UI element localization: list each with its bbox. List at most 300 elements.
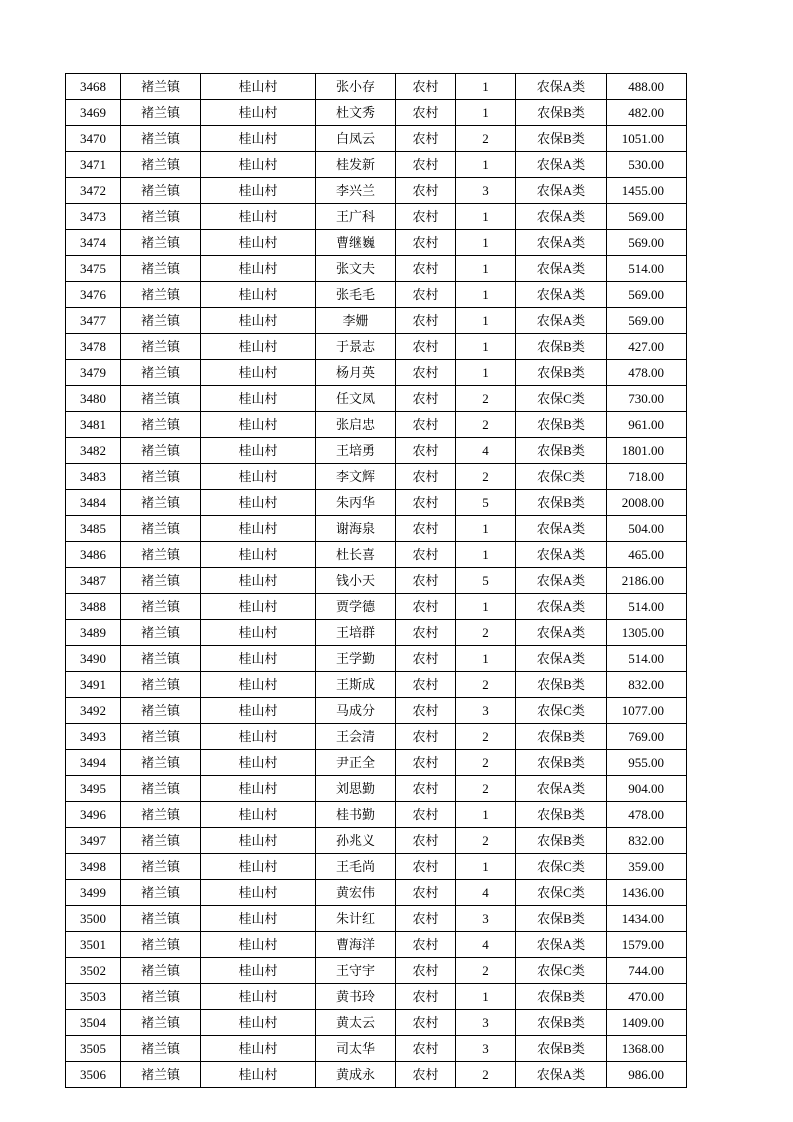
cell-person-name: 杨月英: [316, 360, 396, 386]
cell-town: 褚兰镇: [121, 750, 201, 776]
cell-amount: 569.00: [607, 308, 687, 334]
cell-serial-number: 3472: [66, 178, 121, 204]
cell-town: 褚兰镇: [121, 568, 201, 594]
cell-household-type: 农村: [396, 698, 456, 724]
cell-village: 桂山村: [201, 906, 316, 932]
cell-household-type: 农村: [396, 516, 456, 542]
cell-serial-number: 3471: [66, 152, 121, 178]
table-row: [66, 672, 687, 698]
cell-person-name: 王培勇: [316, 438, 396, 464]
cell-serial-number: 3482: [66, 438, 121, 464]
cell-serial-number: 3506: [66, 1062, 121, 1088]
cell-person-name: 朱丙华: [316, 490, 396, 516]
cell-household-type: 农村: [396, 854, 456, 880]
cell-village: 桂山村: [201, 100, 316, 126]
cell-serial-number: 3476: [66, 282, 121, 308]
table-row: [66, 594, 687, 620]
cell-person-name: 曹海洋: [316, 932, 396, 958]
cell-person-count: 2: [456, 672, 516, 698]
cell-person-count: 3: [456, 698, 516, 724]
cell-town: 褚兰镇: [121, 1036, 201, 1062]
cell-person-count: 1: [456, 282, 516, 308]
cell-village: 桂山村: [201, 386, 316, 412]
cell-person-name: 李文辉: [316, 464, 396, 490]
cell-household-type: 农村: [396, 178, 456, 204]
cell-person-name: 马成分: [316, 698, 396, 724]
table-row: [66, 126, 687, 152]
cell-serial-number: 3468: [66, 74, 121, 100]
cell-person-name: 杜文秀: [316, 100, 396, 126]
table-row: [66, 74, 687, 100]
cell-insurance-category: 农保A类: [516, 620, 607, 646]
cell-household-type: 农村: [396, 672, 456, 698]
cell-insurance-category: 农保A类: [516, 1062, 607, 1088]
cell-household-type: 农村: [396, 1062, 456, 1088]
table-row: [66, 360, 687, 386]
cell-person-name: 贾学德: [316, 594, 396, 620]
cell-village: 桂山村: [201, 932, 316, 958]
cell-household-type: 农村: [396, 828, 456, 854]
cell-person-name: 白凤云: [316, 126, 396, 152]
cell-serial-number: 3505: [66, 1036, 121, 1062]
cell-insurance-category: 农保C类: [516, 880, 607, 906]
cell-village: 桂山村: [201, 360, 316, 386]
cell-person-count: 1: [456, 152, 516, 178]
cell-person-count: 1: [456, 646, 516, 672]
cell-insurance-category: 农保B类: [516, 1010, 607, 1036]
cell-amount: 514.00: [607, 646, 687, 672]
table-row: [66, 802, 687, 828]
cell-insurance-category: 农保B类: [516, 1036, 607, 1062]
cell-amount: 730.00: [607, 386, 687, 412]
cell-insurance-category: 农保A类: [516, 594, 607, 620]
cell-village: 桂山村: [201, 750, 316, 776]
table-row: [66, 724, 687, 750]
cell-serial-number: 3474: [66, 230, 121, 256]
cell-insurance-category: 农保C类: [516, 464, 607, 490]
cell-person-count: 1: [456, 984, 516, 1010]
cell-town: 褚兰镇: [121, 360, 201, 386]
cell-serial-number: 3479: [66, 360, 121, 386]
cell-amount: 1305.00: [607, 620, 687, 646]
table-row: [66, 256, 687, 282]
table-row: [66, 1036, 687, 1062]
cell-household-type: 农村: [396, 256, 456, 282]
cell-household-type: 农村: [396, 334, 456, 360]
cell-person-name: 王毛尚: [316, 854, 396, 880]
cell-town: 褚兰镇: [121, 516, 201, 542]
table-row: [66, 932, 687, 958]
cell-household-type: 农村: [396, 542, 456, 568]
cell-town: 褚兰镇: [121, 256, 201, 282]
cell-village: 桂山村: [201, 828, 316, 854]
cell-person-name: 桂书勤: [316, 802, 396, 828]
cell-household-type: 农村: [396, 880, 456, 906]
cell-household-type: 农村: [396, 490, 456, 516]
cell-village: 桂山村: [201, 308, 316, 334]
cell-serial-number: 3498: [66, 854, 121, 880]
cell-amount: 482.00: [607, 100, 687, 126]
cell-amount: 465.00: [607, 542, 687, 568]
cell-person-name: 王斯成: [316, 672, 396, 698]
cell-household-type: 农村: [396, 308, 456, 334]
cell-person-name: 黄宏伟: [316, 880, 396, 906]
cell-household-type: 农村: [396, 386, 456, 412]
cell-amount: 769.00: [607, 724, 687, 750]
cell-insurance-category: 农保A类: [516, 282, 607, 308]
table-row: [66, 334, 687, 360]
cell-serial-number: 3475: [66, 256, 121, 282]
cell-person-name: 李姗: [316, 308, 396, 334]
cell-person-count: 4: [456, 438, 516, 464]
cell-serial-number: 3481: [66, 412, 121, 438]
cell-person-count: 1: [456, 542, 516, 568]
cell-person-name: 刘思勤: [316, 776, 396, 802]
cell-serial-number: 3490: [66, 646, 121, 672]
cell-serial-number: 3489: [66, 620, 121, 646]
cell-household-type: 农村: [396, 646, 456, 672]
cell-household-type: 农村: [396, 464, 456, 490]
cell-serial-number: 3492: [66, 698, 121, 724]
cell-insurance-category: 农保B类: [516, 906, 607, 932]
cell-amount: 530.00: [607, 152, 687, 178]
cell-insurance-category: 农保B类: [516, 724, 607, 750]
cell-town: 褚兰镇: [121, 880, 201, 906]
cell-town: 褚兰镇: [121, 308, 201, 334]
cell-town: 褚兰镇: [121, 204, 201, 230]
cell-village: 桂山村: [201, 256, 316, 282]
cell-town: 褚兰镇: [121, 724, 201, 750]
cell-serial-number: 3484: [66, 490, 121, 516]
table-row: [66, 1010, 687, 1036]
cell-village: 桂山村: [201, 568, 316, 594]
cell-amount: 744.00: [607, 958, 687, 984]
cell-insurance-category: 农保B类: [516, 672, 607, 698]
cell-household-type: 农村: [396, 1036, 456, 1062]
cell-town: 褚兰镇: [121, 438, 201, 464]
cell-insurance-category: 农保B类: [516, 126, 607, 152]
cell-insurance-category: 农保B类: [516, 828, 607, 854]
cell-town: 褚兰镇: [121, 802, 201, 828]
cell-household-type: 农村: [396, 958, 456, 984]
cell-person-count: 1: [456, 74, 516, 100]
table-row: [66, 542, 687, 568]
cell-person-count: 2: [456, 750, 516, 776]
cell-village: 桂山村: [201, 1062, 316, 1088]
table-row: [66, 958, 687, 984]
cell-amount: 832.00: [607, 828, 687, 854]
cell-insurance-category: 农保C类: [516, 854, 607, 880]
cell-insurance-category: 农保B类: [516, 490, 607, 516]
cell-serial-number: 3497: [66, 828, 121, 854]
table-row: [66, 906, 687, 932]
cell-amount: 961.00: [607, 412, 687, 438]
cell-town: 褚兰镇: [121, 152, 201, 178]
cell-village: 桂山村: [201, 1010, 316, 1036]
cell-town: 褚兰镇: [121, 1062, 201, 1088]
cell-insurance-category: 农保A类: [516, 308, 607, 334]
cell-amount: 488.00: [607, 74, 687, 100]
cell-town: 褚兰镇: [121, 698, 201, 724]
cell-person-count: 3: [456, 1036, 516, 1062]
cell-insurance-category: 农保C类: [516, 386, 607, 412]
cell-amount: 955.00: [607, 750, 687, 776]
cell-person-count: 2: [456, 386, 516, 412]
cell-household-type: 农村: [396, 932, 456, 958]
cell-village: 桂山村: [201, 984, 316, 1010]
table-row: [66, 438, 687, 464]
cell-person-count: 1: [456, 516, 516, 542]
cell-amount: 359.00: [607, 854, 687, 880]
cell-village: 桂山村: [201, 880, 316, 906]
cell-household-type: 农村: [396, 594, 456, 620]
cell-person-name: 王会清: [316, 724, 396, 750]
table-row: [66, 568, 687, 594]
cell-village: 桂山村: [201, 438, 316, 464]
cell-town: 褚兰镇: [121, 828, 201, 854]
cell-person-count: 1: [456, 360, 516, 386]
cell-insurance-category: 农保A类: [516, 932, 607, 958]
cell-serial-number: 3477: [66, 308, 121, 334]
cell-village: 桂山村: [201, 74, 316, 100]
cell-insurance-category: 农保B类: [516, 360, 607, 386]
cell-serial-number: 3503: [66, 984, 121, 1010]
cell-person-count: 2: [456, 724, 516, 750]
cell-town: 褚兰镇: [121, 854, 201, 880]
cell-serial-number: 3488: [66, 594, 121, 620]
table-row: [66, 230, 687, 256]
cell-amount: 514.00: [607, 594, 687, 620]
cell-person-name: 杜长喜: [316, 542, 396, 568]
cell-amount: 1801.00: [607, 438, 687, 464]
cell-serial-number: 3483: [66, 464, 121, 490]
table-row: [66, 620, 687, 646]
cell-town: 褚兰镇: [121, 74, 201, 100]
cell-village: 桂山村: [201, 646, 316, 672]
cell-town: 褚兰镇: [121, 178, 201, 204]
cell-insurance-category: 农保A类: [516, 152, 607, 178]
cell-person-name: 张毛毛: [316, 282, 396, 308]
cell-person-count: 2: [456, 464, 516, 490]
cell-town: 褚兰镇: [121, 958, 201, 984]
cell-person-name: 黄太云: [316, 1010, 396, 1036]
cell-person-name: 司太华: [316, 1036, 396, 1062]
cell-town: 褚兰镇: [121, 906, 201, 932]
table-row: [66, 698, 687, 724]
table-row: [66, 750, 687, 776]
cell-person-name: 李兴兰: [316, 178, 396, 204]
cell-person-count: 1: [456, 230, 516, 256]
table-body: [66, 74, 687, 1088]
cell-serial-number: 3495: [66, 776, 121, 802]
cell-amount: 904.00: [607, 776, 687, 802]
cell-insurance-category: 农保A类: [516, 568, 607, 594]
cell-insurance-category: 农保A类: [516, 542, 607, 568]
cell-village: 桂山村: [201, 802, 316, 828]
cell-person-count: 1: [456, 334, 516, 360]
cell-person-name: 张文夫: [316, 256, 396, 282]
cell-amount: 470.00: [607, 984, 687, 1010]
cell-person-name: 黄成永: [316, 1062, 396, 1088]
cell-town: 褚兰镇: [121, 542, 201, 568]
cell-person-name: 朱计红: [316, 906, 396, 932]
cell-town: 褚兰镇: [121, 932, 201, 958]
cell-insurance-category: 农保C类: [516, 958, 607, 984]
cell-person-name: 王学勤: [316, 646, 396, 672]
cell-serial-number: 3491: [66, 672, 121, 698]
cell-household-type: 农村: [396, 100, 456, 126]
cell-village: 桂山村: [201, 1036, 316, 1062]
cell-town: 褚兰镇: [121, 334, 201, 360]
cell-household-type: 农村: [396, 230, 456, 256]
cell-household-type: 农村: [396, 126, 456, 152]
cell-village: 桂山村: [201, 334, 316, 360]
cell-amount: 1368.00: [607, 1036, 687, 1062]
cell-serial-number: 3480: [66, 386, 121, 412]
cell-amount: 1436.00: [607, 880, 687, 906]
cell-serial-number: 3502: [66, 958, 121, 984]
cell-household-type: 农村: [396, 906, 456, 932]
cell-amount: 2008.00: [607, 490, 687, 516]
cell-amount: 478.00: [607, 360, 687, 386]
cell-village: 桂山村: [201, 412, 316, 438]
cell-person-count: 5: [456, 490, 516, 516]
cell-amount: 569.00: [607, 230, 687, 256]
cell-village: 桂山村: [201, 126, 316, 152]
cell-person-name: 任文凤: [316, 386, 396, 412]
table-row: [66, 386, 687, 412]
cell-village: 桂山村: [201, 152, 316, 178]
cell-insurance-category: 农保B类: [516, 984, 607, 1010]
cell-person-count: 5: [456, 568, 516, 594]
cell-town: 褚兰镇: [121, 646, 201, 672]
cell-serial-number: 3478: [66, 334, 121, 360]
cell-amount: 514.00: [607, 256, 687, 282]
table-row: [66, 984, 687, 1010]
cell-household-type: 农村: [396, 776, 456, 802]
cell-serial-number: 3493: [66, 724, 121, 750]
cell-insurance-category: 农保A类: [516, 256, 607, 282]
table-row: [66, 464, 687, 490]
cell-insurance-category: 农保C类: [516, 698, 607, 724]
cell-household-type: 农村: [396, 412, 456, 438]
cell-insurance-category: 农保B类: [516, 412, 607, 438]
cell-person-count: 2: [456, 620, 516, 646]
cell-amount: 569.00: [607, 282, 687, 308]
cell-household-type: 农村: [396, 438, 456, 464]
cell-household-type: 农村: [396, 724, 456, 750]
cell-village: 桂山村: [201, 672, 316, 698]
cell-household-type: 农村: [396, 360, 456, 386]
cell-serial-number: 3485: [66, 516, 121, 542]
cell-amount: 718.00: [607, 464, 687, 490]
cell-amount: 504.00: [607, 516, 687, 542]
cell-insurance-category: 农保A类: [516, 646, 607, 672]
table-row: [66, 308, 687, 334]
cell-person-name: 桂发新: [316, 152, 396, 178]
cell-serial-number: 3500: [66, 906, 121, 932]
cell-person-count: 2: [456, 958, 516, 984]
table-row: [66, 854, 687, 880]
cell-village: 桂山村: [201, 724, 316, 750]
cell-town: 褚兰镇: [121, 230, 201, 256]
table-row: [66, 204, 687, 230]
cell-person-name: 尹正全: [316, 750, 396, 776]
cell-town: 褚兰镇: [121, 594, 201, 620]
cell-insurance-category: 农保B类: [516, 334, 607, 360]
cell-serial-number: 3473: [66, 204, 121, 230]
cell-insurance-category: 农保B类: [516, 438, 607, 464]
cell-village: 桂山村: [201, 178, 316, 204]
cell-person-count: 2: [456, 828, 516, 854]
cell-serial-number: 3504: [66, 1010, 121, 1036]
cell-person-count: 1: [456, 308, 516, 334]
cell-amount: 1455.00: [607, 178, 687, 204]
cell-village: 桂山村: [201, 958, 316, 984]
cell-person-count: 1: [456, 854, 516, 880]
cell-amount: 1077.00: [607, 698, 687, 724]
cell-town: 褚兰镇: [121, 412, 201, 438]
cell-person-name: 谢海泉: [316, 516, 396, 542]
cell-serial-number: 3494: [66, 750, 121, 776]
cell-village: 桂山村: [201, 594, 316, 620]
cell-household-type: 农村: [396, 152, 456, 178]
cell-amount: 986.00: [607, 1062, 687, 1088]
cell-village: 桂山村: [201, 620, 316, 646]
cell-village: 桂山村: [201, 490, 316, 516]
subsidy-table: [65, 73, 687, 1088]
table-row: [66, 490, 687, 516]
table-row: [66, 880, 687, 906]
cell-household-type: 农村: [396, 282, 456, 308]
cell-insurance-category: 农保A类: [516, 74, 607, 100]
cell-insurance-category: 农保A类: [516, 516, 607, 542]
cell-household-type: 农村: [396, 1010, 456, 1036]
cell-town: 褚兰镇: [121, 776, 201, 802]
cell-village: 桂山村: [201, 854, 316, 880]
cell-village: 桂山村: [201, 776, 316, 802]
cell-household-type: 农村: [396, 204, 456, 230]
cell-insurance-category: 农保B类: [516, 100, 607, 126]
cell-person-count: 1: [456, 256, 516, 282]
cell-household-type: 农村: [396, 74, 456, 100]
cell-person-count: 1: [456, 100, 516, 126]
cell-household-type: 农村: [396, 568, 456, 594]
cell-person-count: 1: [456, 802, 516, 828]
cell-amount: 1579.00: [607, 932, 687, 958]
table-row: [66, 828, 687, 854]
cell-village: 桂山村: [201, 698, 316, 724]
cell-town: 褚兰镇: [121, 1010, 201, 1036]
table-row: [66, 178, 687, 204]
cell-person-name: 王守宇: [316, 958, 396, 984]
cell-town: 褚兰镇: [121, 282, 201, 308]
cell-serial-number: 3469: [66, 100, 121, 126]
cell-amount: 1434.00: [607, 906, 687, 932]
table-row: [66, 100, 687, 126]
cell-person-count: 2: [456, 126, 516, 152]
cell-serial-number: 3487: [66, 568, 121, 594]
cell-amount: 569.00: [607, 204, 687, 230]
cell-town: 褚兰镇: [121, 620, 201, 646]
table-row: [66, 1062, 687, 1088]
cell-village: 桂山村: [201, 282, 316, 308]
cell-person-name: 王广科: [316, 204, 396, 230]
cell-town: 褚兰镇: [121, 464, 201, 490]
cell-town: 褚兰镇: [121, 126, 201, 152]
cell-person-count: 2: [456, 1062, 516, 1088]
cell-insurance-category: 农保A类: [516, 204, 607, 230]
